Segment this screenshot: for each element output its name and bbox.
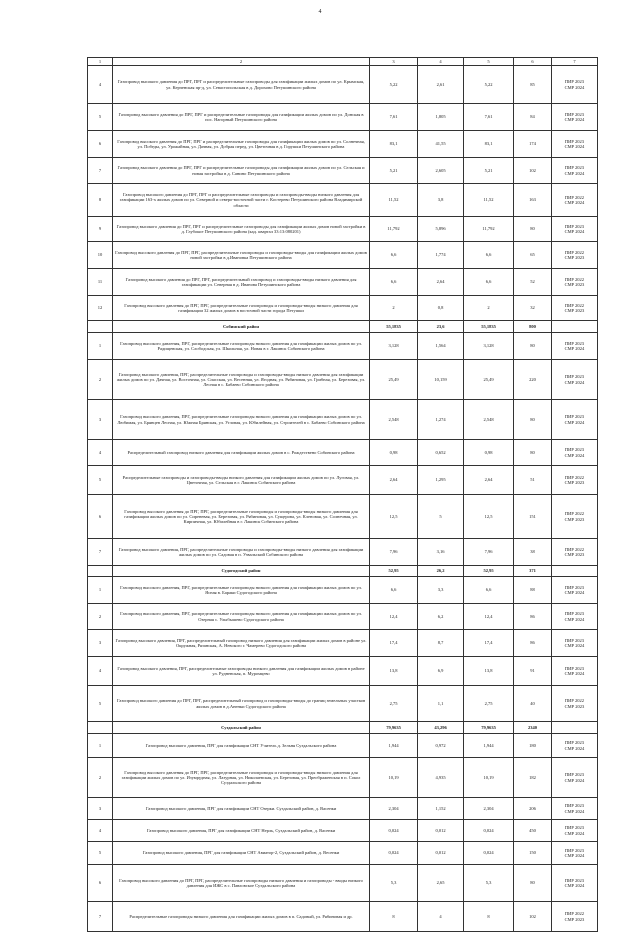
value-col4: 8,7: [418, 630, 464, 657]
value-col6: 40: [514, 686, 552, 722]
value-col6: 52: [514, 269, 552, 296]
schedule: ПИР 2023 СМР 2024: [552, 758, 598, 798]
row-number: [88, 566, 113, 577]
value-col4: 0,012: [418, 820, 464, 842]
object-description: Газопровод высокого давления, ПРГ, распределительные газопроводы низкого давления для газификации жилых домов по ул. Озерная с. Улыбышево Судогодского района: [113, 604, 370, 630]
row-number: 2: [88, 360, 113, 400]
table-row: [88, 333, 598, 360]
value-col6: 84: [514, 104, 552, 131]
value-col6: 80: [514, 333, 552, 360]
row-number: 7: [88, 158, 113, 184]
value-col4: 43,296: [418, 722, 464, 734]
value-col5: 6,6: [464, 242, 514, 269]
value-col5: 79,9635: [464, 722, 514, 734]
gasification-table: [87, 57, 598, 932]
schedule: ПИР 2023 СМР 2024: [552, 798, 598, 820]
row-number: 5: [88, 104, 113, 131]
table-row: [88, 158, 598, 184]
table-row: [88, 66, 598, 104]
value-col3: 55,1835: [370, 321, 418, 333]
object-description: Газопровод высокого давления до ПРГ, ПРГ и распределительные газопроводы для газификации жилых домов по ул. Донская в пос. Нагорный Петушинского района: [113, 104, 370, 131]
table-row: [88, 686, 598, 722]
value-col4: 6,2: [418, 604, 464, 630]
value-col4: 3,3: [418, 577, 464, 604]
row-number: 6: [88, 865, 113, 902]
row-number: 8: [88, 184, 113, 217]
column-number: 5: [464, 58, 514, 66]
column-number: 7: [552, 58, 598, 66]
row-number: [88, 321, 113, 333]
value-col4: 3,8: [418, 184, 464, 217]
schedule: ПИР 2022 СМР 2023: [552, 296, 598, 321]
table-row: [88, 539, 598, 566]
table-row: [88, 296, 598, 321]
value-col4: 6,9: [418, 657, 464, 686]
row-number: 4: [88, 66, 113, 104]
value-col5: 11,52: [464, 184, 514, 217]
schedule: [552, 722, 598, 734]
value-col6: 800: [514, 321, 552, 333]
table-row: [88, 902, 598, 932]
value-col6: 151: [514, 495, 552, 539]
value-col4: 0,012: [418, 842, 464, 865]
object-description: Газопровод высокого давления до ПРГ, ПРГ, распределительные газопроводы и газопроводы-вводы низкого давления для газификации жилых домов по ул. Сиреневая, ул. Березовая, ул. Рябиновая, ул. Сущерова, ул. Кленовая, ул. Солнечная, ул. Кирпичная, ул. Юбилейная в г. Лакинск Собинского района: [113, 495, 370, 539]
schedule: ПИР 2022 СМР 2023: [552, 242, 598, 269]
value-col6: 174: [514, 131, 552, 158]
object-description: Газопровод высокого давления, ПРГ, распределительные газопроводы низкого давления для газификации жилых домов по ул. Ясная в. Бараки Судогодского района: [113, 577, 370, 604]
value-col3: 2,75: [370, 686, 418, 722]
schedule: ПИР 2023 СМР 2024: [552, 66, 598, 104]
value-col3: 6,6: [370, 242, 418, 269]
object-description: Газопровод высокого давления, ПРГ для газификации СНТ Авиатор-2, Суздальский район, д. Весенки: [113, 842, 370, 865]
value-col6: 80: [514, 440, 552, 466]
value-col6: 80: [514, 400, 552, 440]
row-number: 2: [88, 604, 113, 630]
object-description: Газопровод высокого давления до ПРГ, ПРГ и распределительные газопроводы для газификации жилых домов по ул. Солнечная, ул. Победы, ул. Урожайная, ул. Дачная, ул. Добрая перед, ул. Цветочная в д. Горушки Петушинского района: [113, 131, 370, 158]
value-col4: 0,8: [418, 296, 464, 321]
value-col6: 86: [514, 604, 552, 630]
value-col3: 6,6: [370, 577, 418, 604]
value-col3: 10,19: [370, 758, 418, 798]
value-col4: 0,652: [418, 440, 464, 466]
district-total-row: [88, 722, 598, 734]
schedule: ПИР 2022 СМР 2023: [552, 269, 598, 296]
value-col4: 4: [418, 902, 464, 932]
value-col6: 80: [514, 865, 552, 902]
schedule: ПИР 2022 СМР 2023: [552, 539, 598, 566]
value-col4: 1,805: [418, 104, 464, 131]
table-row: [88, 242, 598, 269]
value-col5: 10,19: [464, 758, 514, 798]
row-number: 6: [88, 131, 113, 158]
value-col4: 4,935: [418, 758, 464, 798]
schedule: ПИР 2023 СМР 2024: [552, 577, 598, 604]
row-number: 4: [88, 820, 113, 842]
object-description: Газопровод высокого давления, ПРГ для газификации СНТ Нерль, Суздальский район, д. Васенки: [113, 820, 370, 842]
value-col5: 12,5: [464, 495, 514, 539]
schedule: ПИР 2023 СМР 2024: [552, 604, 598, 630]
value-col5: 8: [464, 902, 514, 932]
value-col5: 0,98: [464, 440, 514, 466]
table-row: [88, 798, 598, 820]
value-col5: 83,1: [464, 131, 514, 158]
value-col5: 2,548: [464, 400, 514, 440]
value-col6: 88: [514, 577, 552, 604]
table-row: [88, 184, 598, 217]
district-total-row: [88, 566, 598, 577]
column-number: 4: [418, 58, 464, 66]
value-col3: 11,52: [370, 184, 418, 217]
value-col3: 79,9635: [370, 722, 418, 734]
object-description: Газопровод высокого давления до ПРГ, ПРГ, распределительный газопровод и газопроводы-вводы низкого давления для газификации ул. Северная в д. Иванова Петушинского района: [113, 269, 370, 296]
schedule: ПИР 2023 СМР 2024: [552, 842, 598, 865]
value-col5: 0,024: [464, 820, 514, 842]
object-description: Газопровод высокого давления, ПРГ, распределительные газопроводы низкого давления для газификации жилых домов по ул. Любимая, ул. Брянцев Лесная, ул. Южная Брянская, ул. Угловая, ул. Юбилейная, ул. Строителей в с. Бабаево Собинского района: [113, 400, 370, 440]
value-col3: 83,1: [370, 131, 418, 158]
row-number: 3: [88, 798, 113, 820]
table-row: [88, 842, 598, 865]
schedule: ПИР 2023 СМР 2024: [552, 865, 598, 902]
value-col4: 5,896: [418, 217, 464, 242]
row-number: 4: [88, 657, 113, 686]
schedule: ПИР 2023 СМР 2024: [552, 657, 598, 686]
object-description: Газопровод высокого давления, ПРГ, распределительные газопроводы низкого давления для газификации жилых домов в районе ул. Рудненская, п. Муромцево: [113, 657, 370, 686]
object-description: Газопровод высокого давления, ПРГ, распределительные газопроводы и газопроводы-вводы низкого давления для газификации жилых домов по ул. Дачная, ул. Восточная, ул. Спасская, ул. Весенняя, ул. Ягодная, ул. Рябиновая, ул. Грибная, ул. Березовая, ул. Лесная в с. Бабаево Собинского района: [113, 360, 370, 400]
schedule: ПИР 2023 СМР 2024: [552, 630, 598, 657]
value-col3: 8: [370, 902, 418, 932]
value-col6: 163: [514, 184, 552, 217]
value-col3: 2,64: [370, 466, 418, 495]
schedule: ПИР 2023 СМР 2024: [552, 734, 598, 758]
value-col3: 1,944: [370, 734, 418, 758]
value-col6: 38: [514, 539, 552, 566]
value-col6: 180: [514, 734, 552, 758]
schedule: ПИР 2023 СМР 2024: [552, 333, 598, 360]
value-col6: 371: [514, 566, 552, 577]
schedule: ПИР 2022 СМР 2024: [552, 184, 598, 217]
schedule: ПИР 2022 СМР 2023: [552, 495, 598, 539]
object-description: Газопровод высокого давления до ПРГ, ПРГ и распределительные газопроводы для газификации жилых домов по ул. Крымская, ул. Керченская пр-д, ул. Севастопольская в д. Дорохово Петушинского района: [113, 66, 370, 104]
schedule: ПИР 2023 СМР 2024: [552, 104, 598, 131]
value-col5: 52,95: [464, 566, 514, 577]
value-col3: 0,98: [370, 440, 418, 466]
row-number: 5: [88, 686, 113, 722]
value-col5: 25,49: [464, 360, 514, 400]
value-col3: 6,6: [370, 269, 418, 296]
value-col5: 6,6: [464, 577, 514, 604]
row-number: 3: [88, 630, 113, 657]
value-col3: 0,024: [370, 820, 418, 842]
object-description: Газопровод высокого давления до ПРГ, ПРГ и распределительные газопроводы и газопроводы-вводы низкого давления для газификации 163-х жилых домов по ул. Северной и северо-восточной части г. Костерево Петушинского района Владимирской области: [113, 184, 370, 217]
object-description: Газопровод высокого давления до ПРГ, ПРГ, распределительный газопровод и газопроводы-вводы до границ земельных участков жилых домов в д.Аненки Судогодского района: [113, 686, 370, 722]
value-col4: 5: [418, 495, 464, 539]
table-row: [88, 360, 598, 400]
value-col5: 6,6: [464, 269, 514, 296]
column-number: 2: [113, 58, 370, 66]
value-col4: 2,61: [418, 66, 464, 104]
value-col4: 1,152: [418, 798, 464, 820]
object-description: Газопровод высокого давления, ПРГ для газификации СНТ Учитель д. Зельня Суздальского района: [113, 734, 370, 758]
schedule: [552, 566, 598, 577]
schedule: ПИР 2023 СМР 2024: [552, 158, 598, 184]
value-col5: 7,96: [464, 539, 514, 566]
column-number-row: [88, 58, 598, 66]
value-col5: 2: [464, 296, 514, 321]
schedule: ПИР 2023 СМР 2024: [552, 820, 598, 842]
value-col6: 206: [514, 798, 552, 820]
value-col4: 23,6: [418, 321, 464, 333]
object-description: Газопровод высокого давления, ПРГ, распределительные газопроводы и газопроводы-вводы низкого давления для газификации жилых домов по ул. Садовая в п. Узвальский Собинского района: [113, 539, 370, 566]
object-description: Газопровод высокого давления до ПРГ, ПРГ и распределительные газопроводы для газификации жилых домов новой застройки в д. Глубокое Петушинского района (кад. квартал 33:13:080201): [113, 217, 370, 242]
object-description: Газопровод высокого давления до ПРГ, ПРГ и распределительные газопроводы для газификации жилых домов по ул. Сельская и новая застройка в д. Санино Петушинского района: [113, 158, 370, 184]
value-col5: 0,024: [464, 842, 514, 865]
district-total-row: [88, 321, 598, 333]
schedule: ПИР 2022 СМР 2023: [552, 902, 598, 932]
value-col6: 150: [514, 842, 552, 865]
value-col5: 7,61: [464, 104, 514, 131]
value-col3: 5,3: [370, 865, 418, 902]
value-col5: 11,792: [464, 217, 514, 242]
value-col4: 1,295: [418, 466, 464, 495]
value-col3: 7,61: [370, 104, 418, 131]
row-number: 12: [88, 296, 113, 321]
value-col3: 25,49: [370, 360, 418, 400]
object-description: Распределительные газопроводы низкого давления для газификации жилых домов в п. Садовый, ул. Рябиновая и др.: [113, 902, 370, 932]
value-col5: 2,64: [464, 466, 514, 495]
value-col6: 80: [514, 217, 552, 242]
value-col3: 11,792: [370, 217, 418, 242]
district-name: Суздальский район: [113, 722, 370, 734]
row-number: 5: [88, 842, 113, 865]
table-row: [88, 630, 598, 657]
value-col6: 86: [514, 630, 552, 657]
value-col6: 51: [514, 466, 552, 495]
value-col5: 55,1835: [464, 321, 514, 333]
value-col4: 26,2: [418, 566, 464, 577]
value-col3: 13,8: [370, 657, 418, 686]
value-col3: 2,548: [370, 400, 418, 440]
district-name: Судогодский район: [113, 566, 370, 577]
value-col5: 2,75: [464, 686, 514, 722]
value-col4: 1,1: [418, 686, 464, 722]
value-col3: 5,22: [370, 66, 418, 104]
value-col3: 52,95: [370, 566, 418, 577]
value-col6: 182: [514, 758, 552, 798]
object-description: Газопровод высокого давления, ПРГ, распределительные газопроводы низкого давления для газификации жилых домов по ул. Радищевская, ул. Слободская, ул. Школьная, ул. Новая в г. Лакинск Собинского района: [113, 333, 370, 360]
object-description: Газопровод высокого давления, ПРГ, распределительный газопровод низкого давления для газификации жилых домов в районе ул. Окружная, Рязанская, А. Невского г. Чамерево Судогодского района: [113, 630, 370, 657]
object-description: Газопровод высокого давления до ПРГ, ПРГ, распределительные газопроводы и газопроводы-вводы низкого давления для газификации жилых домов по ул. Изумрудная, ул. Лазурная, ул. Николаевская, ул. Березовая, ул. Преображенская в п. Сокол Суздальского района: [113, 758, 370, 798]
value-col4: 1,274: [418, 400, 464, 440]
schedule: ПИР 2023 СМР 2024: [552, 131, 598, 158]
schedule: ПИР 2023 СМР 2024: [552, 440, 598, 466]
column-number: 1: [88, 58, 113, 66]
column-number: 3: [370, 58, 418, 66]
row-number: 9: [88, 217, 113, 242]
object-description: Распределительный газопровод низкого давления для газификации жилых домов в с. Рождествено Собинского района: [113, 440, 370, 466]
row-number: [88, 722, 113, 734]
value-col5: 2,304: [464, 798, 514, 820]
value-col3: 3,128: [370, 333, 418, 360]
table-row: [88, 758, 598, 798]
value-col4: 2,65: [418, 865, 464, 902]
value-col4: 0,972: [418, 734, 464, 758]
row-number: 3: [88, 400, 113, 440]
value-col5: 3,128: [464, 333, 514, 360]
value-col3: 7,96: [370, 539, 418, 566]
table-row: [88, 577, 598, 604]
row-number: 5: [88, 466, 113, 495]
value-col5: 5,21: [464, 158, 514, 184]
table-row: [88, 734, 598, 758]
schedule: ПИР 2023 СМР 2024: [552, 400, 598, 440]
value-col3: 12,4: [370, 604, 418, 630]
object-description: Газопровод высокого давления до ПРГ, ПРГ, распределительные газопроводы и газопроводы-вводы для газификации жилых домов новой застройки в д.Ивановка Петушинского района: [113, 242, 370, 269]
object-description: Газопровод высокого давления до ПРГ, ПРГ, распределительные газопроводы низкого давления и газопроводы - вводы низкого давления для ИЖС в с. Павловское Суздальского района: [113, 865, 370, 902]
value-col6: 85: [514, 66, 552, 104]
table-row: [88, 104, 598, 131]
schedule: [552, 321, 598, 333]
value-col6: 102: [514, 902, 552, 932]
row-number: 2: [88, 758, 113, 798]
table-row: [88, 131, 598, 158]
value-col3: 0,024: [370, 842, 418, 865]
object-description: Распределительные газопроводы и газопроводы-вводы низкого давления для газификации жилых домов по ул. Луговая, ул. Цветочная, ул. Сельская в г. Лакинск Собинского района: [113, 466, 370, 495]
table-row: [88, 865, 598, 902]
table-row: [88, 604, 598, 630]
value-col5: 1,944: [464, 734, 514, 758]
table-row: [88, 820, 598, 842]
value-col5: 13,8: [464, 657, 514, 686]
row-number: 6: [88, 495, 113, 539]
value-col3: 17,4: [370, 630, 418, 657]
row-number: 10: [88, 242, 113, 269]
value-col4: 3,16: [418, 539, 464, 566]
column-number: 6: [514, 58, 552, 66]
table-row: [88, 269, 598, 296]
row-number: 4: [88, 440, 113, 466]
row-number: 1: [88, 333, 113, 360]
object-description: Газопровод высокого давления, ПРГ для газификации СНТ Озерки. Суздальский район, д. Васенки: [113, 798, 370, 820]
value-col3: 12,5: [370, 495, 418, 539]
value-col4: 2,64: [418, 269, 464, 296]
value-col4: 10,159: [418, 360, 464, 400]
table-row: [88, 495, 598, 539]
value-col5: 5,22: [464, 66, 514, 104]
row-number: 7: [88, 539, 113, 566]
value-col6: 220: [514, 360, 552, 400]
value-col6: 102: [514, 158, 552, 184]
object-description: Газопровод высокого давления до ПРГ, ПРГ, распределительные газопроводы и газопроводы-вводы низкого давления для газификации 32 жилых домов в восточной части города Петушки: [113, 296, 370, 321]
table-row: [88, 657, 598, 686]
value-col3: 5,21: [370, 158, 418, 184]
schedule: ПИР 2023 СМР 2024: [552, 217, 598, 242]
row-number: 1: [88, 734, 113, 758]
row-number: 7: [88, 902, 113, 932]
value-col4: 1,774: [418, 242, 464, 269]
value-col4: 2,605: [418, 158, 464, 184]
value-col6: 91: [514, 657, 552, 686]
value-col6: 2340: [514, 722, 552, 734]
value-col6: 32: [514, 296, 552, 321]
value-col5: 12,4: [464, 604, 514, 630]
value-col3: 2,304: [370, 798, 418, 820]
value-col6: 450: [514, 820, 552, 842]
row-number: 1: [88, 577, 113, 604]
table-row: [88, 440, 598, 466]
table-row: [88, 466, 598, 495]
page-number: 4: [318, 9, 322, 15]
value-col4: 1,564: [418, 333, 464, 360]
schedule: ПИР 2023 СМР 2024: [552, 360, 598, 400]
schedule: ПИР 2022 СМР 2023: [552, 686, 598, 722]
value-col4: 41,55: [418, 131, 464, 158]
value-col3: 2: [370, 296, 418, 321]
district-name: Собинский район: [113, 321, 370, 333]
value-col5: 5,3: [464, 865, 514, 902]
value-col5: 17,4: [464, 630, 514, 657]
value-col6: 65: [514, 242, 552, 269]
table-row: [88, 400, 598, 440]
row-number: 11: [88, 269, 113, 296]
table-row: [88, 217, 598, 242]
schedule: ПИР 2022 СМР 2023: [552, 466, 598, 495]
